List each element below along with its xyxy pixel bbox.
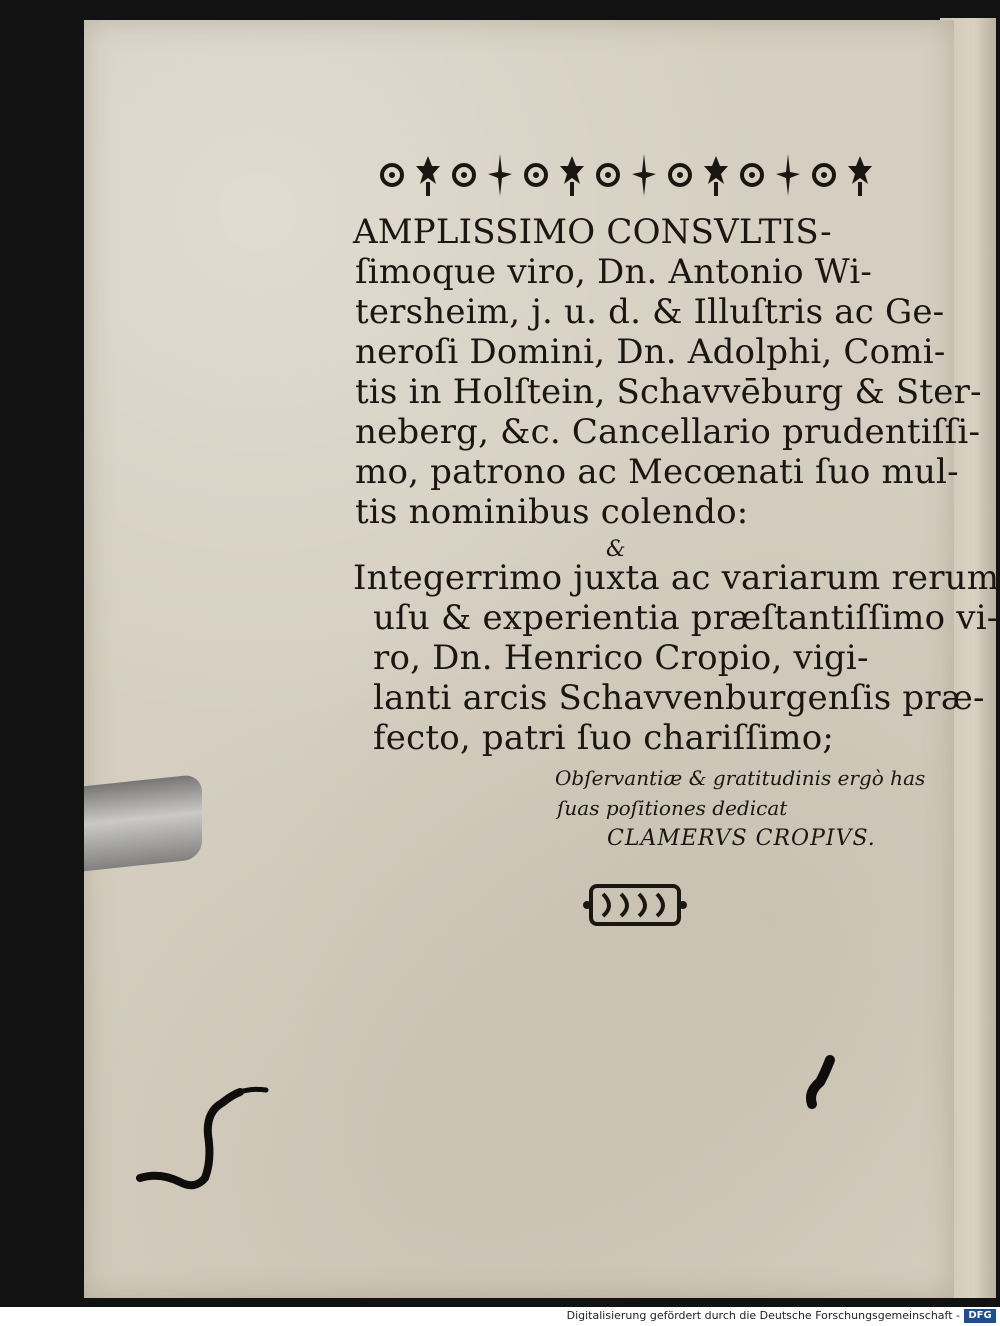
dedication-line: uſu & experientia præſtantiſſimo vi- <box>373 598 999 638</box>
dedication-line: tersheim, j. u. d. & Illuſtris ac Ge- <box>355 292 945 332</box>
dedication-line: lanti arcis Schavvenburgenſis præ- <box>373 678 985 718</box>
dedication-line: ro, Dn. Henrico Cropio, vigi- <box>373 638 869 678</box>
author-name: CLAMERVS CROPIVS. <box>607 826 876 851</box>
dedication-line: fecto, patri ſuo chariſſimo; <box>373 718 835 758</box>
dedication-line: tis nominibus colendo: <box>355 492 749 532</box>
dedication-line: neberg, &c. Cancellario prudentiſſi- <box>355 412 981 452</box>
ink-stain-icon <box>811 1060 830 1104</box>
dedication-line: ſimoque viro, Dn. Antonio Wi- <box>355 252 873 292</box>
footer-credit: Digitalisierung gefördert durch die Deutsche Forschungsgemeinschaft - <box>566 1309 960 1322</box>
ampersand: & <box>606 537 626 562</box>
dedication-line: tis in Holſtein, Schavvēburg & Ster- <box>355 372 982 412</box>
dedication-line: Integerrimo juxta ac variarum rerum <box>353 558 1000 598</box>
observance-line: ſuas poſitiones dedicat <box>557 796 788 820</box>
dedication-line: AMPLISSIMO CONSVLTIS- <box>353 212 832 252</box>
dedication-line: neroſi Domini, Dn. Adolphi, Comi- <box>355 332 946 372</box>
ink-stain-icon <box>240 1089 266 1092</box>
footer-bar <box>0 1307 1000 1326</box>
ink-stain-icon <box>140 1092 240 1185</box>
dedication-line: mo, patrono ac Mecœnati ſuo mul- <box>355 452 959 492</box>
observance-line: Obſervantiæ & gratitudinis ergò has <box>555 766 926 790</box>
dfg-logo: DFG <box>964 1309 996 1323</box>
